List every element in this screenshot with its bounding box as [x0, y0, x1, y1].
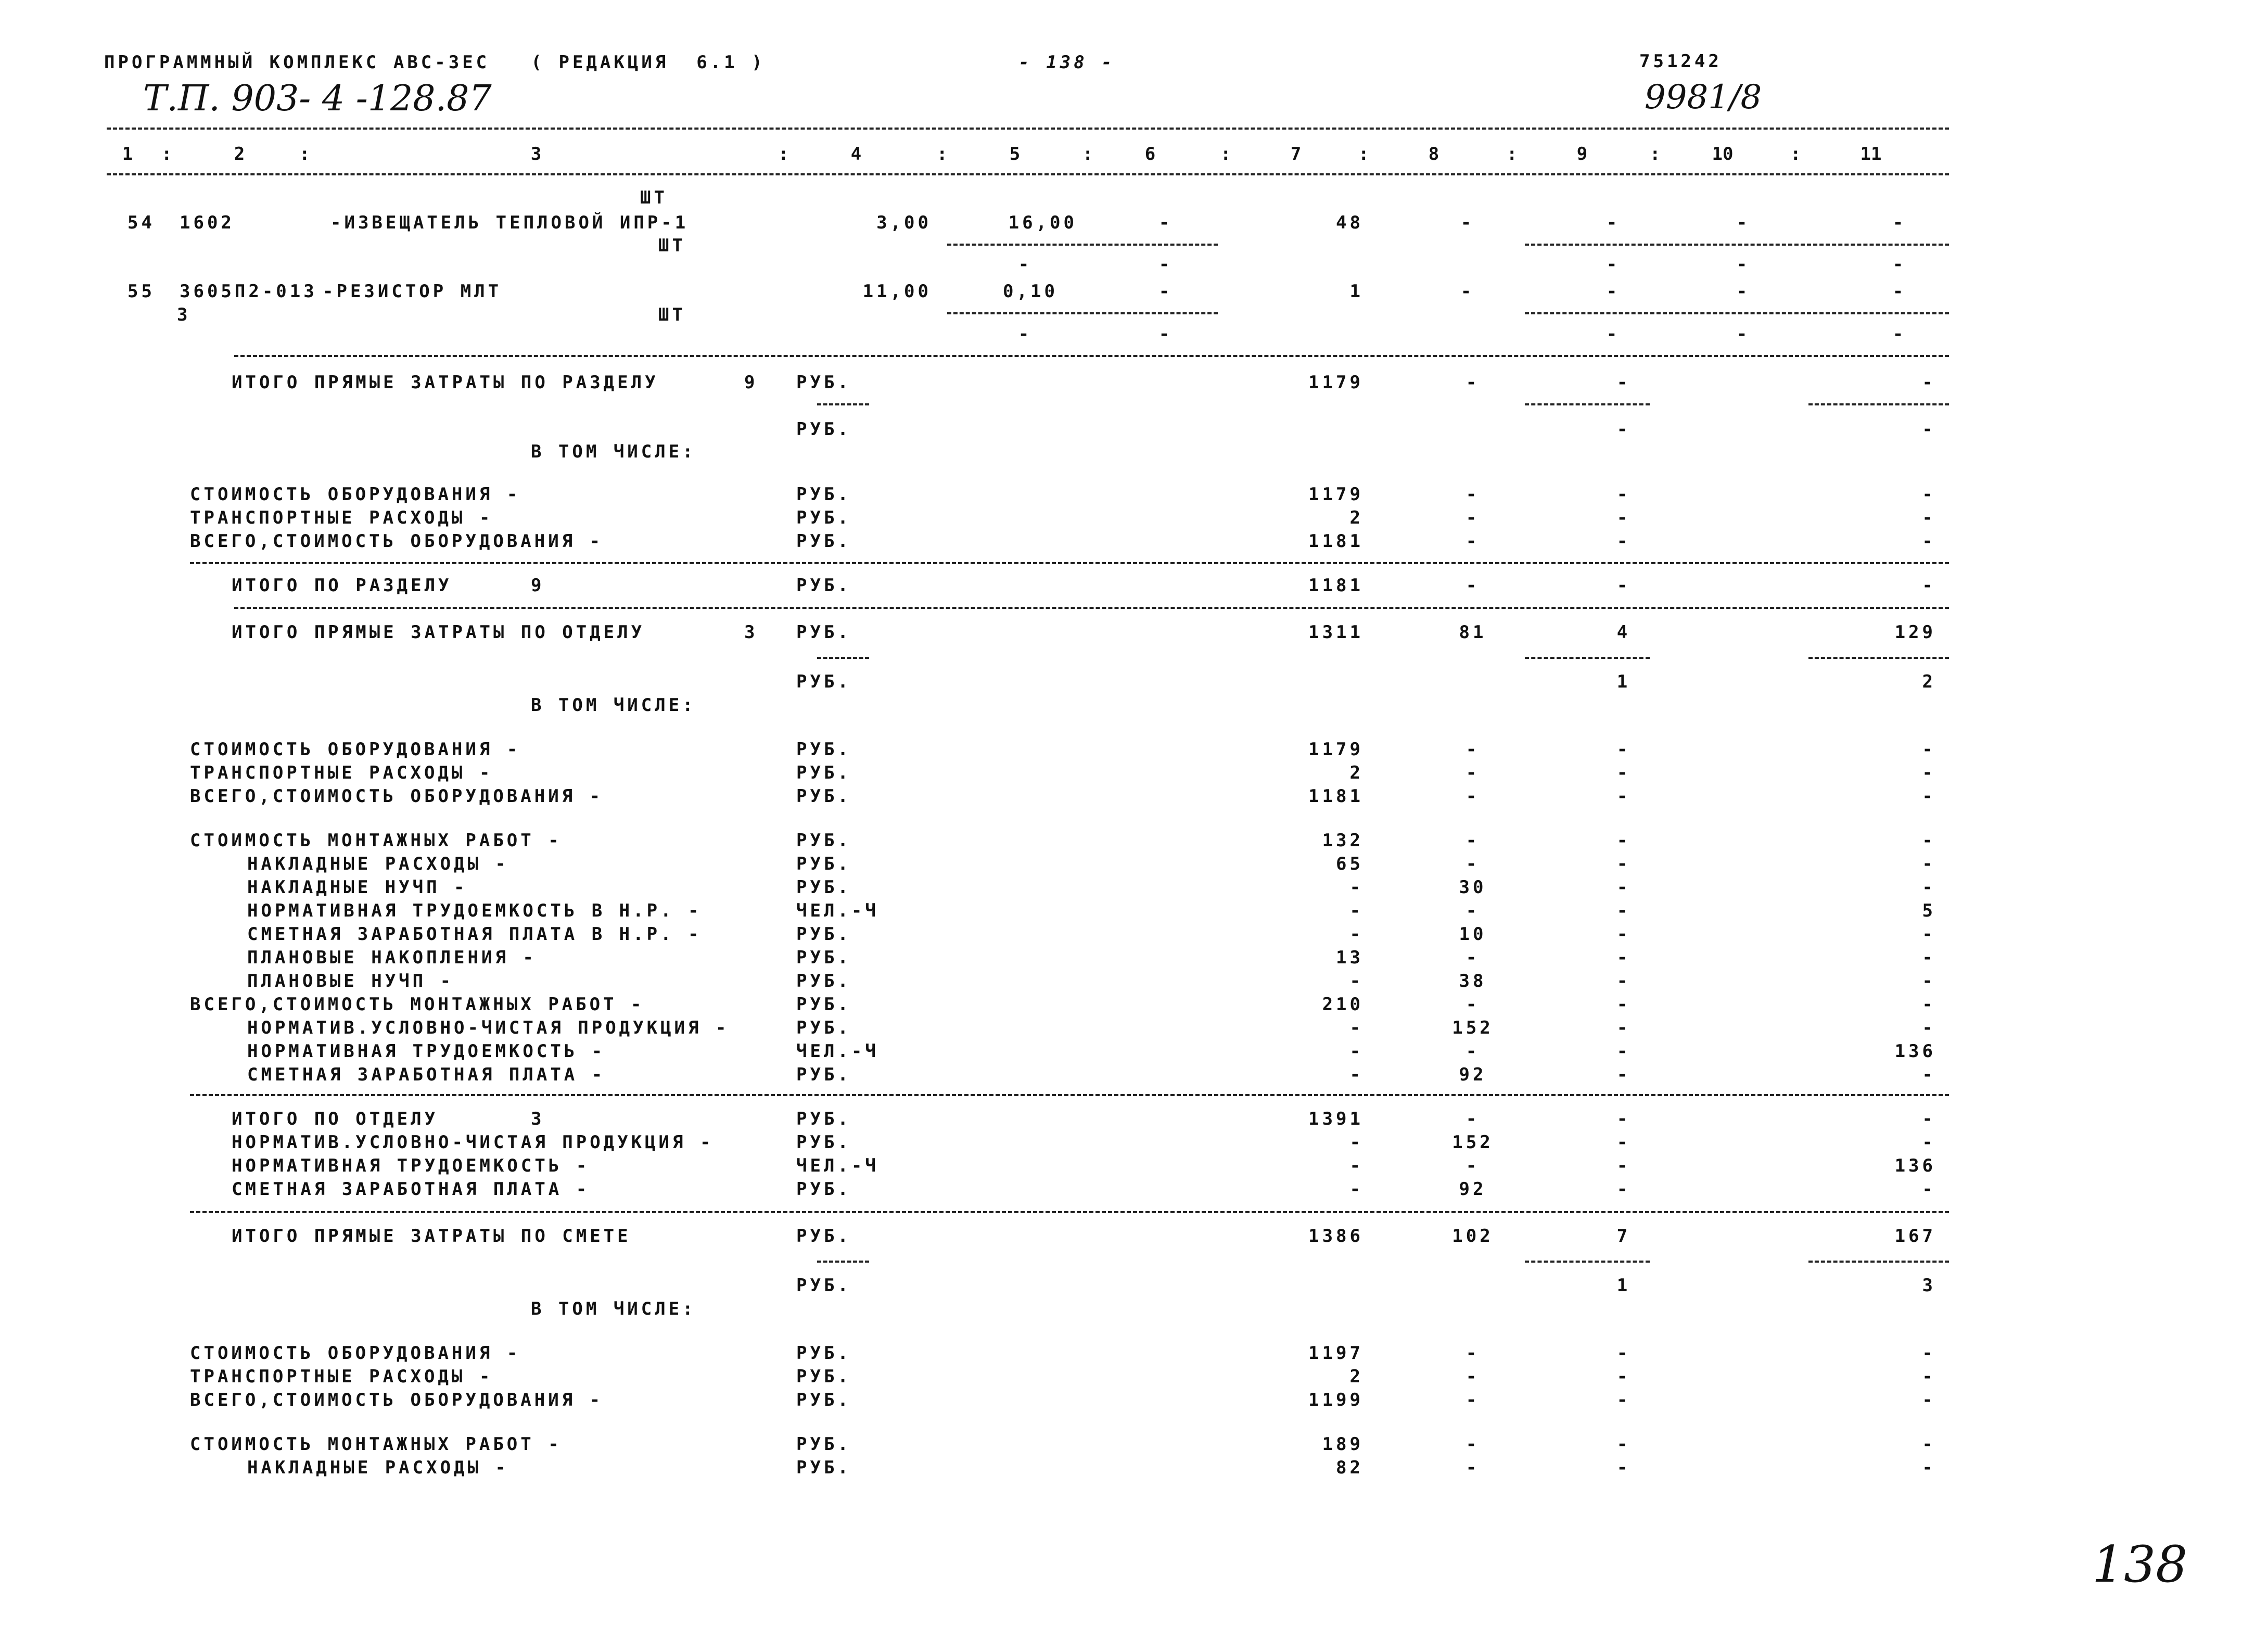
col8-cell: -	[1466, 947, 1480, 968]
col-sep: :	[299, 144, 313, 164]
col8-cell: -	[1460, 281, 1475, 302]
sub-rule	[1525, 312, 1949, 314]
col8-cell: -	[1466, 1041, 1480, 1062]
sub-col10: -	[1736, 324, 1751, 345]
col8-cell: -	[1460, 212, 1475, 233]
col7-cell: -	[1349, 1017, 1364, 1038]
col8-cell: 152	[1452, 1017, 1494, 1038]
col7-cell: 2	[1349, 762, 1364, 783]
unit-cell: РУБ.	[796, 1390, 851, 1410]
unit-cell: РУБ.	[796, 1434, 851, 1455]
col11-rule	[1808, 1261, 1949, 1263]
unit-cell: РУБ.	[796, 739, 851, 760]
col11-cell: -	[1922, 1390, 1936, 1410]
item-code: 3605П2-013	[180, 281, 317, 302]
col-sep: :	[1790, 144, 1804, 164]
unit-cell: РУБ.	[796, 1275, 851, 1296]
col-sep: :	[937, 144, 951, 164]
col9-cell: -	[1616, 1390, 1631, 1410]
col7-cell: -	[1349, 1041, 1364, 1062]
col8-cell: 30	[1459, 877, 1487, 898]
unit-cell: РУБ.	[796, 786, 851, 807]
row-label: ИТОГО ПРЯМЫЕ ЗАТРАТЫ ПО РАЗДЕЛУ	[232, 372, 659, 393]
col11-cell: -	[1922, 830, 1936, 851]
program-title: ПРОГРАММНЫЙ КОМПЛЕКС АВС-3ЕС ( РЕДАКЦИЯ 6.1 )	[104, 52, 766, 73]
col7-cell: 210	[1322, 994, 1364, 1015]
col11-cell: 5	[1922, 900, 1936, 921]
unit-rule	[817, 403, 869, 405]
col9-cell: 1	[1616, 1275, 1631, 1296]
col8-cell: 38	[1459, 971, 1487, 991]
col7-cell: 1386	[1308, 1226, 1364, 1246]
unit-cell: РУБ.	[796, 507, 851, 528]
col9-cell: -	[1616, 994, 1631, 1015]
col9-cell: -	[1616, 1109, 1631, 1129]
row-label: СТОИМОСТЬ МОНТАЖНЫХ РАБОТ -	[190, 1434, 562, 1455]
col8-cell: -	[1466, 830, 1480, 851]
col10-cell: -	[1736, 281, 1751, 302]
row-label: ТРАНСПОРТНЫЕ РАСХОДЫ -	[190, 507, 493, 528]
row-label: ВСЕГО,СТОИМОСТЬ МОНТАЖНЫХ РАБОТ -	[190, 994, 645, 1015]
row-section-number: 3	[744, 622, 758, 643]
col7-cell: 132	[1322, 830, 1364, 851]
col8-cell: -	[1466, 372, 1480, 393]
header-rule-bottom	[107, 173, 1949, 175]
col7-cell: 1311	[1308, 622, 1364, 643]
col8-cell: -	[1466, 1343, 1480, 1364]
row-section-number: 9	[744, 372, 758, 393]
unit-cell: ЧЕЛ.-Ч	[796, 1041, 879, 1062]
col9-cell: -	[1616, 1041, 1631, 1062]
col7-cell: -	[1349, 971, 1364, 991]
col11-cell: -	[1922, 1343, 1936, 1364]
col9-cell: -	[1616, 762, 1631, 783]
col-header: 3	[530, 144, 542, 164]
unit-cell: РУБ.	[796, 854, 851, 874]
row-label: СТОИМОСТЬ ОБОРУДОВАНИЯ -	[190, 739, 521, 760]
unit-cell: РУБ.	[796, 1457, 851, 1478]
unit-cell: РУБ.	[796, 1366, 851, 1387]
col9-cell: 1	[1616, 671, 1631, 692]
col11-cell: -	[1922, 924, 1936, 945]
col7-cell: 1181	[1308, 531, 1364, 552]
col7-cell: 2	[1349, 507, 1364, 528]
col7-cell: -	[1349, 924, 1364, 945]
col9-cell: -	[1616, 1457, 1631, 1478]
col-header: 8	[1428, 144, 1439, 164]
row-label: СМЕТНАЯ ЗАРАБОТНАЯ ПЛАТА -	[232, 1179, 590, 1200]
col7-cell: 82	[1336, 1457, 1364, 1478]
unit-cell: РУБ.	[796, 1226, 851, 1246]
col11-rule	[1808, 657, 1949, 659]
row-section-number: 9	[531, 575, 545, 596]
col8-cell: 92	[1459, 1179, 1487, 1200]
unit-cell: РУБ.	[796, 372, 851, 393]
unit-cell: РУБ.	[796, 877, 851, 898]
unit-cell: РУБ.	[796, 419, 851, 440]
col8-cell: -	[1466, 507, 1480, 528]
price-cell: 0,10	[1003, 281, 1058, 302]
col11-cell: -	[1922, 1434, 1936, 1455]
col8-cell: -	[1466, 900, 1480, 921]
col7-cell: -	[1349, 900, 1364, 921]
item-code-cont: 3	[177, 304, 191, 325]
page-center-number: - 138 -	[1018, 52, 1115, 73]
col11-cell: -	[1892, 281, 1907, 302]
sub-col10: -	[1736, 254, 1751, 275]
col9-cell: -	[1616, 1179, 1631, 1200]
col11-cell: -	[1922, 994, 1936, 1015]
row-label: СМЕТНАЯ ЗАРАБОТНАЯ ПЛАТА -	[247, 1064, 606, 1085]
col-sep: :	[1650, 144, 1664, 164]
item-number: 55	[128, 281, 155, 302]
section-rule	[190, 1211, 1949, 1213]
col-header: 5	[1009, 144, 1021, 164]
col8-cell: -	[1466, 1366, 1480, 1387]
col11-cell: 3	[1922, 1275, 1936, 1296]
unit-cell: РУБ.	[796, 1132, 851, 1153]
row-label: СТОИМОСТЬ МОНТАЖНЫХ РАБОТ -	[190, 830, 562, 851]
section-rule	[234, 355, 1949, 357]
col-header: 6	[1144, 144, 1156, 164]
col8-cell: 152	[1452, 1132, 1494, 1153]
col6-cell: -	[1158, 281, 1173, 302]
row-label: НОРМАТИВНАЯ ТРУДОЕМКОСТЬ В Н.Р. -	[247, 900, 702, 921]
sub-rule	[1525, 244, 1949, 246]
col8-cell: -	[1466, 1155, 1480, 1176]
col-header: 10	[1712, 144, 1734, 164]
page-number-handwritten: 138	[2092, 1535, 2188, 1594]
col9-cell: -	[1616, 1064, 1631, 1085]
col11-cell: -	[1922, 1109, 1936, 1129]
col8-cell: 81	[1459, 622, 1487, 643]
col8-cell: -	[1466, 762, 1480, 783]
col9-cell: -	[1616, 1343, 1631, 1364]
unit-cell: РУБ.	[796, 994, 851, 1015]
col9-cell: -	[1616, 484, 1631, 505]
sub-rule	[947, 312, 1218, 314]
col7-cell: 48	[1336, 212, 1364, 233]
item-name: -РЕЗИСТОР МЛТ	[323, 281, 502, 302]
row-label: ПЛАНОВЫЕ НУЧП -	[247, 971, 454, 991]
item-name: -ИЗВЕЩАТЕЛЬ ТЕПЛОВОЙ ИПР-1	[330, 212, 689, 233]
col9-cell: -	[1616, 1017, 1631, 1038]
col-header: 7	[1290, 144, 1302, 164]
sub-col9: -	[1606, 324, 1621, 345]
unit-cell: ШТ	[658, 235, 686, 256]
col-header: 9	[1576, 144, 1588, 164]
unit-rule	[817, 657, 869, 659]
col9-cell: -	[1606, 281, 1621, 302]
col9-cell: -	[1616, 786, 1631, 807]
unit-cell: РУБ.	[796, 531, 851, 552]
col8-cell: -	[1466, 575, 1480, 596]
col9-cell: -	[1616, 1434, 1631, 1455]
col7-cell: 189	[1322, 1434, 1364, 1455]
col7-cell: -	[1349, 1179, 1364, 1200]
col9-cell: -	[1616, 739, 1631, 760]
col11-cell: -	[1922, 419, 1936, 440]
col9-cell: -	[1616, 924, 1631, 945]
section-rule	[234, 607, 1949, 609]
unit-cell: РУБ.	[796, 1343, 851, 1364]
unit-cell: РУБ.	[796, 1179, 851, 1200]
col9-cell: -	[1616, 854, 1631, 874]
col7-cell: 1179	[1308, 739, 1364, 760]
col-sep: :	[1507, 144, 1521, 164]
col6-cell: -	[1158, 212, 1173, 233]
col7-cell: -	[1349, 877, 1364, 898]
col11-cell: -	[1922, 971, 1936, 991]
col-sep: :	[778, 144, 792, 164]
row-label: ТРАНСПОРТНЫЕ РАСХОДЫ -	[190, 1366, 493, 1387]
col7-cell: 1391	[1308, 1109, 1364, 1129]
unit-cell: РУБ.	[796, 947, 851, 968]
col8-cell: -	[1466, 1109, 1480, 1129]
col7-cell: 1	[1349, 281, 1364, 302]
col9-cell: 4	[1616, 622, 1631, 643]
col9-cell: -	[1616, 900, 1631, 921]
col7-cell: 1179	[1308, 484, 1364, 505]
unit-cell: РУБ.	[796, 762, 851, 783]
price-cell: 16,00	[1008, 212, 1077, 233]
col11-cell: 2	[1922, 671, 1936, 692]
col11-cell: -	[1892, 212, 1907, 233]
col-header: 1	[122, 144, 133, 164]
col11-cell: 136	[1894, 1155, 1936, 1176]
col9-cell: -	[1616, 1366, 1631, 1387]
row-label: ИТОГО ПО РАЗДЕЛУ	[232, 575, 452, 596]
col11-cell: -	[1922, 531, 1936, 552]
unit-cell: РУБ.	[796, 1064, 851, 1085]
unit-cell: ШТ	[658, 304, 686, 325]
unit-cell: РУБ.	[796, 575, 851, 596]
col8-cell: -	[1466, 1457, 1480, 1478]
col11-cell: -	[1922, 739, 1936, 760]
col11-cell: -	[1922, 1366, 1936, 1387]
sub-col6: -	[1158, 324, 1173, 345]
col-sep: :	[1358, 144, 1372, 164]
unit-cell: РУБ.	[796, 622, 851, 643]
col11-rule	[1808, 403, 1949, 405]
col11-cell: 167	[1894, 1226, 1936, 1246]
col8-cell: -	[1466, 1434, 1480, 1455]
col11-cell: -	[1922, 372, 1936, 393]
col9-rule	[1525, 1261, 1650, 1263]
row-label: В ТОМ ЧИСЛЕ:	[531, 695, 696, 716]
item-code: 1602	[180, 212, 235, 233]
col7-cell: 2	[1349, 1366, 1364, 1387]
row-label: НАКЛАДНЫЕ РАСХОДЫ -	[247, 1457, 509, 1478]
unit-cell: РУБ.	[796, 1017, 851, 1038]
unit-cell: РУБ.	[796, 484, 851, 505]
col11-cell: -	[1922, 1132, 1936, 1153]
col11-cell: 136	[1894, 1041, 1936, 1062]
col8-cell: -	[1466, 786, 1480, 807]
col11-cell: -	[1922, 1017, 1936, 1038]
col8-cell: 92	[1459, 1064, 1487, 1085]
col8-cell: -	[1466, 994, 1480, 1015]
row-label: НАКЛАДНЫЕ РАСХОДЫ -	[247, 854, 509, 874]
header-rule-top	[107, 128, 1949, 130]
col11-cell: -	[1922, 575, 1936, 596]
col-header: 11	[1860, 144, 1882, 164]
sub-col6: -	[1158, 254, 1173, 275]
col11-cell: -	[1922, 1457, 1936, 1478]
row-label: НОРМАТИВ.УСЛОВНО-ЧИСТАЯ ПРОДУКЦИЯ -	[232, 1132, 714, 1153]
row-label: ИТОГО ПРЯМЫЕ ЗАТРАТЫ ПО ОТДЕЛУ	[232, 622, 645, 643]
col11-cell: -	[1922, 507, 1936, 528]
col9-cell: -	[1616, 947, 1631, 968]
unit-cell: ЧЕЛ.-Ч	[796, 1155, 879, 1176]
col7-cell: -	[1349, 1155, 1364, 1176]
col8-cell: -	[1466, 531, 1480, 552]
row-label: СТОИМОСТЬ ОБОРУДОВАНИЯ -	[190, 1343, 521, 1364]
row-label: В ТОМ ЧИСЛЕ:	[531, 1299, 696, 1319]
row-label: НОРМАТИВНАЯ ТРУДОЕМКОСТЬ -	[232, 1155, 590, 1176]
col9-cell: -	[1616, 419, 1631, 440]
col11-cell: -	[1922, 1064, 1936, 1085]
col7-cell: 1181	[1308, 786, 1364, 807]
unit-cell: ШТ	[640, 187, 668, 208]
sub-col5: -	[1018, 254, 1033, 275]
col7-cell: -	[1349, 1064, 1364, 1085]
col7-cell: -	[1349, 1132, 1364, 1153]
col-sep: :	[1220, 144, 1234, 164]
unit-cell: ЧЕЛ.-Ч	[796, 900, 879, 921]
unit-cell: РУБ.	[796, 1109, 851, 1129]
col9-cell: -	[1616, 971, 1631, 991]
col9-cell: 7	[1616, 1226, 1631, 1246]
col9-cell: -	[1616, 531, 1631, 552]
row-label: ТРАНСПОРТНЫЕ РАСХОДЫ -	[190, 762, 493, 783]
col8-cell: -	[1466, 739, 1480, 760]
col11-cell: 129	[1894, 622, 1936, 643]
col8-cell: 10	[1459, 924, 1487, 945]
qty-cell: 11,00	[862, 281, 932, 302]
item-number: 54	[128, 212, 155, 233]
row-section-number: 3	[531, 1109, 545, 1129]
col8-cell: -	[1466, 854, 1480, 874]
sub-rule	[947, 244, 1218, 246]
col11-cell: -	[1922, 484, 1936, 505]
col9-cell: -	[1616, 877, 1631, 898]
col-sep: :	[161, 144, 175, 164]
section-rule	[190, 562, 1949, 564]
col8-cell: -	[1466, 484, 1480, 505]
unit-cell: РУБ.	[796, 924, 851, 945]
col9-cell: -	[1616, 372, 1631, 393]
col9-cell: -	[1616, 1132, 1631, 1153]
col8-cell: 102	[1452, 1226, 1494, 1246]
sub-col9: -	[1606, 254, 1621, 275]
col7-cell: 1199	[1308, 1390, 1364, 1410]
row-label: НОРМАТИВ.УСЛОВНО-ЧИСТАЯ ПРОДУКЦИЯ -	[247, 1017, 730, 1038]
col7-cell: 65	[1336, 854, 1364, 874]
doc-code: 751242	[1639, 51, 1722, 72]
col9-rule	[1525, 657, 1650, 659]
col11-cell: -	[1922, 947, 1936, 968]
row-label: ПЛАНОВЫЕ НАКОПЛЕНИЯ -	[247, 947, 537, 968]
row-label: ИТОГО ПО ОТДЕЛУ	[232, 1109, 439, 1129]
row-label: НАКЛАДНЫЕ НУЧП -	[247, 877, 468, 898]
col-sep: :	[1082, 144, 1097, 164]
row-label: НОРМАТИВНАЯ ТРУДОЕМКОСТЬ -	[247, 1041, 606, 1062]
unit-cell: РУБ.	[796, 971, 851, 991]
col9-cell: -	[1616, 830, 1631, 851]
col7-cell: 13	[1336, 947, 1364, 968]
unit-cell: РУБ.	[796, 830, 851, 851]
sub-col5: -	[1018, 324, 1033, 345]
row-label: СТОИМОСТЬ ОБОРУДОВАНИЯ -	[190, 484, 521, 505]
sheet-handwritten: 9981/8	[1645, 78, 1762, 117]
qty-cell: 3,00	[876, 212, 932, 233]
col9-rule	[1525, 403, 1650, 405]
col11-cell: -	[1922, 762, 1936, 783]
row-label: В ТОМ ЧИСЛЕ:	[531, 441, 696, 462]
col9-cell: -	[1616, 507, 1631, 528]
section-rule	[190, 1094, 1949, 1096]
row-label: ИТОГО ПРЯМЫЕ ЗАТРАТЫ ПО СМЕТЕ	[232, 1226, 631, 1246]
col8-cell: -	[1466, 1390, 1480, 1410]
col11-cell: -	[1922, 877, 1936, 898]
row-label: СМЕТНАЯ ЗАРАБОТНАЯ ПЛАТА В Н.Р. -	[247, 924, 702, 945]
sub-col11: -	[1892, 324, 1907, 345]
row-label: ВСЕГО,СТОИМОСТЬ ОБОРУДОВАНИЯ -	[190, 531, 604, 552]
col9-cell: -	[1606, 212, 1621, 233]
row-label: ВСЕГО,СТОИМОСТЬ ОБОРУДОВАНИЯ -	[190, 786, 604, 807]
row-label: ВСЕГО,СТОИМОСТЬ ОБОРУДОВАНИЯ -	[190, 1390, 604, 1410]
col11-cell: -	[1922, 854, 1936, 874]
col-header: 2	[234, 144, 245, 164]
unit-cell: РУБ.	[796, 671, 851, 692]
col10-cell: -	[1736, 212, 1751, 233]
unit-rule	[817, 1261, 869, 1263]
col7-cell: 1181	[1308, 575, 1364, 596]
project-handwritten: Т.П. 903- 4 -128.87	[143, 78, 492, 119]
col9-cell: -	[1616, 575, 1631, 596]
sub-col11: -	[1892, 254, 1907, 275]
col9-cell: -	[1616, 1155, 1631, 1176]
col7-cell: 1197	[1308, 1343, 1364, 1364]
col11-cell: -	[1922, 1179, 1936, 1200]
col11-cell: -	[1922, 786, 1936, 807]
col-header: 4	[850, 144, 862, 164]
col7-cell: 1179	[1308, 372, 1364, 393]
